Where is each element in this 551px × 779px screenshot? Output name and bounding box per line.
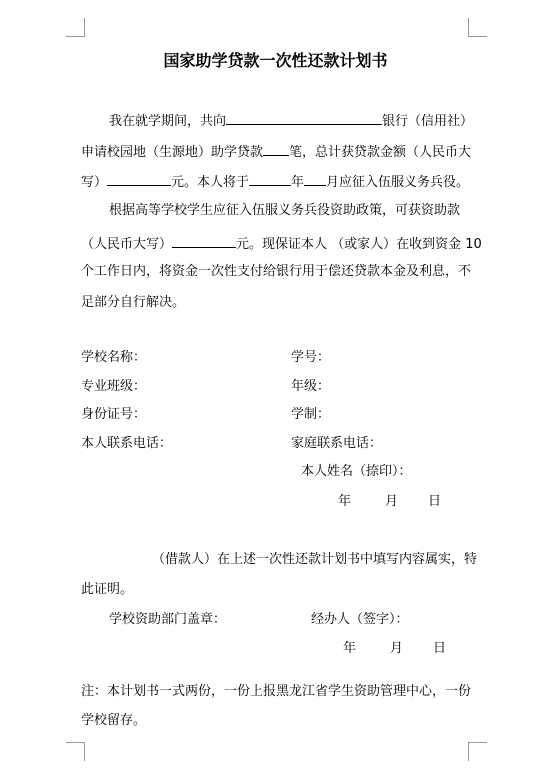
cert-line1: （借款人）在上述一次性还款计划书中填写内容属实，特 <box>152 552 478 567</box>
enlist-year-blank[interactable] <box>249 172 291 186</box>
para2-text: 元。现保证本人 （或家人）在收到资金 10 <box>236 237 482 252</box>
sign-date <box>338 494 441 510</box>
loan-count-blank[interactable] <box>263 142 289 156</box>
para2-line3: 个工作日内，将资金一次性支付给银行用于偿还贷款本金及利息，不 <box>81 264 472 279</box>
para2-line1: 根据高等学校学生应征入伍服义务兵役资助政策，可获资助款 <box>109 203 461 218</box>
school-name-label: 学校名称： <box>81 350 147 365</box>
para1-text: 月应征入伍服义务兵役。 <box>326 175 470 190</box>
para1-text: 元。本人将于 <box>171 175 250 190</box>
para1-text: 年 <box>291 175 305 190</box>
family-phone-label: 家庭联系电话： <box>291 436 383 451</box>
document-title: 国家助学贷款一次性还款计划书 <box>163 51 388 70</box>
para1-text: 笔，总计获贷款金额（人民币大 <box>289 145 472 160</box>
para1-text: 申请校园地（生源地）助学贷款 <box>81 145 264 160</box>
id-number-label: 身份证号： <box>81 407 147 422</box>
para1-line2 <box>81 142 471 161</box>
phone-label: 本人联系电话： <box>81 436 173 451</box>
note-line2: 学校留存。 <box>81 713 147 728</box>
enlist-month-blank[interactable] <box>304 172 326 186</box>
grade-label: 年级： <box>291 379 331 394</box>
date-day: 日 <box>428 494 442 509</box>
cert-line2: 此证明。 <box>81 582 134 597</box>
bank-name-blank[interactable] <box>226 111 382 125</box>
note-line1: 注：本计划书一式两份，一份上报黑龙江省学生资助管理中心，一份 <box>81 684 472 699</box>
para1-text: 我在就学期间，共向 <box>109 114 227 129</box>
subsidy-amount-blank[interactable] <box>172 234 236 248</box>
para1-line3 <box>81 172 469 191</box>
cert-date-month: 月 <box>390 641 404 656</box>
signature-label: 本人姓名（捺印）： <box>301 464 412 479</box>
seal-label: 学校资助部门盖章： <box>109 612 227 627</box>
date-year: 年 <box>338 494 352 509</box>
student-id-label: 学号： <box>291 350 331 365</box>
crop-mark-top-left <box>66 18 85 37</box>
school-system-label: 学制： <box>291 407 331 422</box>
crop-mark-bottom-left <box>66 742 85 761</box>
cert-date <box>343 641 446 657</box>
para1-text: 银行（信用社） <box>382 114 474 129</box>
handler-label: 经办人（签字）： <box>311 612 409 627</box>
date-month: 月 <box>385 494 399 509</box>
loan-amount-blank[interactable] <box>107 172 171 186</box>
para1-text: 写） <box>81 175 108 190</box>
major-class-label: 专业班级： <box>81 379 147 394</box>
para1-line1 <box>109 111 473 130</box>
para2-text: （人民币大写） <box>81 237 173 252</box>
crop-mark-top-right <box>468 18 487 37</box>
para2-line2 <box>81 234 482 253</box>
cert-date-day: 日 <box>433 641 447 656</box>
cert-date-year: 年 <box>343 641 357 656</box>
para2-line4: 足部分自行解决。 <box>81 295 186 310</box>
crop-mark-bottom-right <box>468 742 487 761</box>
